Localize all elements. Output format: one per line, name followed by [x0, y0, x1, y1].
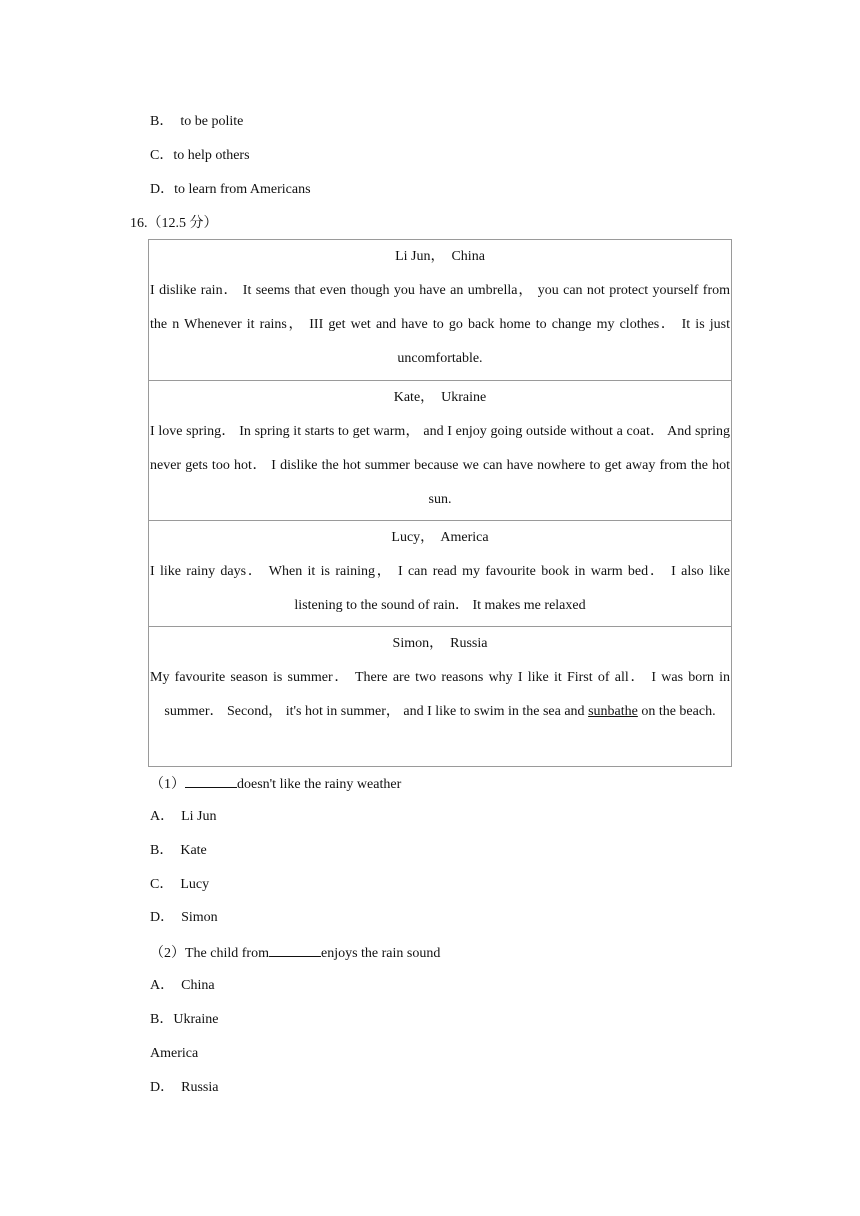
sub-question-1: [150, 773, 401, 795]
sub1-option-a: A． Li Jun: [150, 809, 217, 824]
passage-table: [148, 239, 732, 767]
sub2-option-a: A． China: [150, 978, 215, 993]
sub-question-2-prefix: （2）The child from: [150, 946, 269, 961]
sub1-option-b: B． Kate: [150, 843, 207, 858]
answer-blank: [269, 942, 321, 957]
sub-question-2: [150, 942, 440, 964]
person-text: I love spring． In spring it starts to get warm， and I enjoy going outside without a coat． And spring never gets too hot． I dislike the hot summer because we can have nowhere to get away from the hot sun.: [150, 424, 730, 507]
person-text: I dislike rain． It seems that even though you have an umbrella， you can not protect yourself from the n Whenever it rains， III get wet and have to go back home to change my clothes． It is just uncomfortable.: [150, 283, 730, 366]
sub2-option-c: America: [150, 1046, 199, 1061]
person-cell-lucy: [149, 521, 731, 627]
text-after: on the beach.: [637, 704, 716, 719]
sub2-option-d: D． Russia: [150, 1080, 219, 1095]
sub-question-1-suffix: doesn't like the rainy weather: [237, 777, 402, 792]
person-cell-simon: [149, 627, 731, 766]
person-text: I like rainy days． When it is raining， I can read my favourite book in warm bed． I also like listening to the sound of rain． It makes me relaxed: [150, 564, 730, 613]
person-name: Kate， Ukraine: [393, 390, 487, 405]
person-text: [150, 661, 730, 729]
person-cell-kate: [149, 381, 731, 521]
person-name: Simon， Russia: [392, 636, 488, 651]
answer-blank: [185, 773, 237, 788]
text-before: My favourite season is summer． There are two reasons why I like it First of all． I was born in summer． Second， it's hot in summer， and I like to swim in the sea and: [150, 670, 730, 719]
person-name: Lucy， America: [391, 530, 489, 545]
option-b-polite: B． to be polite: [150, 114, 244, 129]
underlined-word: sunbathe: [588, 704, 638, 719]
person-cell-li-jun: [149, 240, 731, 381]
sub2-option-b: B．Ukraine: [150, 1012, 219, 1027]
sub-question-2-suffix: enjoys the rain sound: [320, 946, 441, 961]
option-d-learn: D．to learn from Americans: [150, 182, 311, 197]
question-16-header: 16.（12.5 分）: [130, 216, 218, 231]
person-name: Li Jun， China: [395, 249, 485, 264]
sub-question-1-prefix: （1）: [150, 777, 185, 792]
sub1-option-c: C． Lucy: [150, 877, 210, 892]
sub1-option-d: D． Simon: [150, 910, 218, 925]
option-c-help: C．to help others: [150, 148, 250, 163]
